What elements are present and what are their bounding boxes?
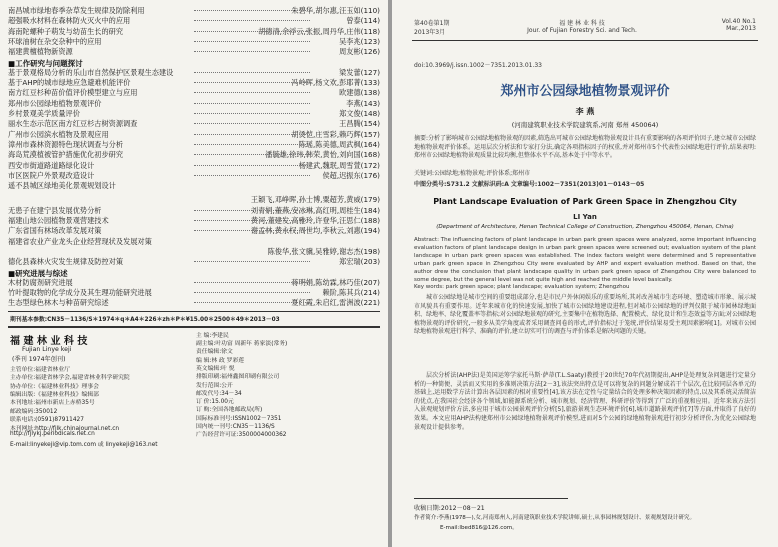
leader-dots xyxy=(194,82,310,83)
toc-entry xyxy=(8,237,380,246)
leader-dots xyxy=(194,175,310,176)
toc-entry xyxy=(8,47,380,56)
author-en: LI Yan xyxy=(573,213,597,221)
toc-authors-page: 郑宏瑞(203) xyxy=(339,257,380,267)
toc-authors-page: 吴李兆(123) xyxy=(339,36,380,46)
leader-dots xyxy=(194,154,310,155)
editor-line: 责任编辑:徐文 xyxy=(196,349,233,356)
toc-title: 南昌城市绿地春季杂草发生规律及防除利用 xyxy=(8,6,145,15)
contents-page xyxy=(0,0,388,547)
toc-title: 超强吸水材料在森林防火灭火中的应用 xyxy=(8,16,131,26)
toc-entry xyxy=(8,119,380,128)
toc-title: 遥不县城区绿地美化景观规划设计 xyxy=(8,181,116,191)
toc-title: 郑州市公园绿地植物景观评价 xyxy=(8,98,102,108)
toc-title: 南方红豆杉种苗价值评价模型建立与应用 xyxy=(8,88,138,98)
toc-title: 无患子在建宁县发展优势分析 xyxy=(8,205,102,215)
toc-authors-page: 赖阶,陈其兵(214) xyxy=(322,288,380,298)
toc-entry xyxy=(8,78,380,87)
toc-title: 西安市街道路道路绿化设计 xyxy=(8,160,95,170)
keywords-cn: 关键词:公园绿地;植物景观;评价体系;郑州市 xyxy=(414,170,531,177)
toc-title: 广州市公园滨水植物及景观应用 xyxy=(8,129,109,139)
article-page xyxy=(392,0,778,547)
article-title-en: Plant Landscape Evaluation of Park Green Space in Zhengzhou City xyxy=(433,197,737,206)
leader-dots xyxy=(194,134,310,135)
toc-entry xyxy=(8,171,380,180)
leader-dots xyxy=(194,282,310,283)
received-date: 收稿日期:2012－08－21 xyxy=(414,505,485,512)
toc-entry xyxy=(8,68,380,77)
editor-line: 邮发代号:34－34 xyxy=(196,390,242,397)
toc-authors-page: 郑文俊(148) xyxy=(339,109,380,118)
publisher-line: 本刊网址:http://fjlk.chinajournal.net.cn xyxy=(10,425,120,432)
leader-dots xyxy=(194,10,310,11)
leader-dots xyxy=(194,92,310,93)
leader-dots xyxy=(194,113,310,114)
affiliation-cn: (河南建筑职业技术学院建筑系,河南 郑州 450064) xyxy=(511,121,659,129)
toc-authors-page: 夏红霞,朱启红,雷洲波(221) xyxy=(291,298,380,308)
classification-line: 中图分类号:S731.2 文献标识码:A 文章编号:1002－7351(2013)01－0143－05 xyxy=(414,181,645,188)
footnote-rule xyxy=(414,498,568,499)
toc-title: 福建山地公园植物景观营建技术 xyxy=(8,216,109,225)
toc-entry xyxy=(8,109,380,118)
toc-authors-page: 李燕(143) xyxy=(346,98,380,108)
toc-title: 基于AHP的城市绿地应急避难机能评价 xyxy=(8,78,131,88)
affiliation-en: (Department of Architecture, Henan Technical College of Construction, Zhengzhou 450064, Henan, China) xyxy=(436,224,734,230)
leader-dots xyxy=(194,220,310,221)
leader-dots xyxy=(194,51,310,52)
volume-info: 第40卷第1期 2013年3月 xyxy=(414,20,450,36)
toc-authors-page: 梁发蕾(127) xyxy=(339,67,380,77)
toc-entry xyxy=(8,37,380,46)
publisher-line: 主办单位:福建省林学会,福建省林业科学研究院 xyxy=(10,375,130,382)
toc-entry xyxy=(8,298,380,307)
toc-title: 乡村景观美学质量评价 xyxy=(8,109,80,118)
header-rule xyxy=(412,40,758,41)
editor-line: 订 价:15.00元 xyxy=(196,399,234,406)
toc-title: 漳州市森林资源特色现状调查与分析 xyxy=(8,139,124,149)
author-cn: 李 燕 xyxy=(575,107,595,116)
toc-authors-page: 胡烫恺,庄雪彩,赖巧辉(157) xyxy=(291,129,380,139)
rule xyxy=(8,326,380,328)
body-paragraph-2: 层次分析法(AHP法)是美国运筹学家托马斯·萨蒂(T.L.Saaty)教授于20世纪70年代初期提出,AHP是处理复杂问题进行定量分析的一种简便、灵活而又实用的多准则决策方法[2－3],该法突出特点是可以将复杂的问题分解成若干个层次,在比较同层各单元的基础上,运用数学方法计算出各层因素的相对重要性[4],该方法在定性与定量结合的处理多种决策因素的特点,以及其系统灵活简洁的优点,在我国社会经济各个领域,如能源系统分析、城市规划、经济管理、科研评价等得到了广泛的重视和应用。近年来该方法引入景观规划评价方法,多应用于城市公园景观评价分析[5],旅游景观生态环境评价[6],城市道路景观评价[7]等方面,并取得了良好的效果。本文应用AHP法构建郑州市公园绿地植物景观评价模型,进而对5个公园的绿地植物景观进行初步分析评价,为优化公园绿地景观设计提供参考。 xyxy=(414,372,756,431)
toc-authors-page: 王昌腾(154) xyxy=(339,119,380,129)
editor-line: 编 辑:林 政 罗彩莲 xyxy=(196,357,245,364)
editor-line: 广告经营许可证:3500004000362 xyxy=(196,432,287,439)
toc-entry xyxy=(8,278,380,287)
leader-dots xyxy=(194,292,310,293)
toc-entry xyxy=(8,206,380,215)
toc-title: 广东省国有林场改革发展对策 xyxy=(8,226,102,236)
toc-authors-page: 周友彬(126) xyxy=(339,47,380,57)
toc-authors-page: 侯超,迟振东(176) xyxy=(322,170,380,180)
toc-title: 环球油树在杂交杂种中的应用 xyxy=(8,36,102,46)
toc-authors-page: 冯岭晖,杨文欢,彭耶菁(133) xyxy=(291,78,380,88)
leader-dots xyxy=(194,230,310,231)
publisher-line: 本刊地址:福州市新店上赤桥35号 xyxy=(10,400,95,407)
editor-line: 排版印刷:福州鑫图印刷有限公司 xyxy=(196,374,280,381)
toc-authors-page: 谢孟林,黄永权,周世均,李秋云,刘惠(194) xyxy=(250,226,380,236)
doi: doi:10.3969/j.issn.1002－7351.2013.01.33 xyxy=(414,62,543,69)
leader-dots xyxy=(194,302,310,303)
toc-title: 市区医院户外景观改造设计 xyxy=(8,170,95,180)
toc-authors-page: 黄河,董建发,高雅玲,许登华,汪思仁(188) xyxy=(250,216,380,225)
spine-gutter xyxy=(388,0,392,547)
toc-authors-page: 陈瑶,陈美德,周武枫(164) xyxy=(298,139,380,149)
toc-title: 丽水生态示范区南方红豆杉古树资源调查 xyxy=(8,119,138,129)
toc-entry xyxy=(8,216,380,225)
publisher-line: E-mail:linyekeji@vip.tom.com 或 linyekeji@163.net xyxy=(10,442,158,449)
toc-authors-page: 朱碧华,胡尔惠,汪玉如(110) xyxy=(291,6,380,15)
leader-dots xyxy=(194,20,310,21)
toc-entry xyxy=(8,247,380,256)
keywords-en: Key words: park green space; plant landscape; evaluation system; Zhengzhou xyxy=(414,284,630,290)
toc-entry xyxy=(8,99,380,108)
publisher-line: http://fjlykj.periodicals.net.cn xyxy=(10,430,95,437)
publisher-line: 协办单位:《福建林业科技》理事会 xyxy=(10,383,99,390)
toc-entry xyxy=(8,140,380,149)
section-heading: ■工作研究与问题探讨 xyxy=(8,58,83,68)
issue-info: (季刊 1974年创刊) xyxy=(12,355,66,363)
toc-entry xyxy=(8,88,380,97)
editor-line: 国际标准刊号:ISSN1002－7351 xyxy=(196,415,282,422)
publisher-line: 联系电话:(0591)87911427 xyxy=(10,417,84,424)
publisher-line: 邮政编码:350012 xyxy=(10,408,58,415)
author-email: E-mail:lbed816@126.com。 xyxy=(440,525,518,531)
leader-dots xyxy=(194,103,310,104)
toc-title: 福建省农业产业龙头企业经营现状及发展对策 xyxy=(8,236,152,246)
editor-line: 发行范围:公开 xyxy=(196,382,233,389)
leader-dots xyxy=(194,210,310,211)
toc-title: 基于景观格局分析的乐山市自然保护区景观生态建设 xyxy=(8,67,174,77)
journal-name: 福 建 林 业 科 技 xyxy=(10,335,88,347)
toc-title: 生态型绿色林木与种苗研究综述 xyxy=(8,298,109,308)
publisher-line: 编辑出版:《福建林业科技》编辑部 xyxy=(10,391,99,398)
toc-authors-page: 刘青娟,董燕,安冰琳,高红明,周桂生(184) xyxy=(250,205,380,215)
leader-dots xyxy=(194,165,310,166)
section-heading: ■研究进展与综述 xyxy=(8,268,68,278)
toc-entry xyxy=(8,150,380,159)
toc-authors-page: 潘毓雄,徐玮,韩荣,黄怡,刘向国(168) xyxy=(265,150,380,160)
editor-line: 英文编辑:叶 悦 xyxy=(196,365,235,372)
author-bio: 作者简介:李燕(1978—),女,河南郑州人,河南建筑职业技术学院讲师,硕士,从事园林规划设计、景观规划设计研究。 xyxy=(414,515,696,521)
editor-line: 订 购:全国各地邮政局(所) xyxy=(196,407,263,414)
toc-entry xyxy=(8,130,380,139)
leader-dots xyxy=(194,144,310,145)
abstract-cn: 摘要:分析了影响城市公园绿地植物景观的因素,筛选出可城市公园绿地植物景观设计具有重要影响的各项评价因子,建立城市公园绿地植物景观评价体系。运用层次分析法和专家打分法,确定各项指标因子的权重,并对郑州市5个代表性公园绿地进行评价,结果表明:郑州市公园绿地植物景观质量比较均衡,但整体水平不高,基本处于中等水平。 xyxy=(414,135,756,160)
toc-authors-page: 胡德清,余浮云,张振,周丹华,庄伟(118) xyxy=(258,26,380,36)
toc-entry xyxy=(8,257,380,266)
leader-dots xyxy=(194,72,310,73)
issue-info: Vol.40 No.1 Mar.,2013 xyxy=(721,18,756,32)
toc-authors-page: 欧建德(138) xyxy=(339,88,380,98)
toc-entry xyxy=(8,181,380,190)
toc-entry xyxy=(8,161,380,170)
publisher-line: 主管单位:福建省林业厅 xyxy=(10,366,70,373)
editor-line: 国内统一刊号:CN35－1136/S xyxy=(196,424,275,430)
toc-authors-page: 王颖飞,邓峥晖,孙士博,粟超芳,黄威(179) xyxy=(250,195,380,205)
toc-authors-page: 陈俊华,张文骥,吴雅婷,谢志杰(198) xyxy=(267,246,380,256)
journal-parameters: 期刊基本参数:CN35－1136/S＊1974＊q＊A4＊226＊zh＊P＊¥15.00＊2500＊49＊2013－03 xyxy=(10,316,280,323)
toc-title: 海岛荒漠植被管护措施优化初步研究 xyxy=(8,150,124,160)
toc-entry xyxy=(8,195,380,204)
journal-name-en: Fujian Linye keji xyxy=(22,345,72,353)
rule xyxy=(8,311,380,312)
leader-dots xyxy=(194,31,310,32)
toc-entry xyxy=(8,226,380,235)
editor-line: 主 编:李建民 xyxy=(196,332,229,339)
article-title-cn: 郑州市公园绿地植物景观评价 xyxy=(500,84,670,99)
leader-dots xyxy=(194,261,310,262)
toc-title: 竹叶提取物的化学成分及其生理功能研究进展 xyxy=(8,288,152,298)
toc-title: 德化县森林火灾发生规律及防控对策 xyxy=(8,257,124,267)
leader-dots xyxy=(194,41,310,42)
toc-entry xyxy=(8,6,380,15)
leader-dots xyxy=(194,123,310,124)
toc-authors-page: 曾泰(114) xyxy=(346,16,380,26)
toc-authors-page: 蒋明娟,陈幼霖,林巧佳(207) xyxy=(291,277,380,287)
editor-line: 副主编:叶功富 周新年 蒋家淡(常务) xyxy=(196,341,288,347)
toc-entry xyxy=(8,288,380,297)
abstract-en: Abstract: The influencing factors of plant landscape in urban park green spaces were analyzed, some important influencing evaluation factors of plant landscape design in urban park green spaces were screened out; evaluation system of the plant landscape in urban park green spaces was established. The index factors weight were determined and 5 representative urban park green space in Zhengzhou City were evaluated by AHP and expert evaluation method. Based on that, the author drew the conclusion that plant landscape quality in urban park green space of Zhengzhou City were balanced to some degree, but the general level was not quite high and reached the middle level basically. xyxy=(414,237,756,283)
toc-entry xyxy=(8,16,380,25)
toc-title: 福建黄檀植物新资源 xyxy=(8,47,73,57)
journal-header: 福 建 林 业 科 技 Jour. of Fujian Forestry Sci. and Tech. xyxy=(527,20,637,34)
toc-title: 木材防腐剂研究进展 xyxy=(8,277,73,287)
body-paragraph-1: 城市公园绿地是城市空间的重要组成部分,也是市民户外休闲娱乐的重要场所,其对改善城市生态环境、塑造城市形象、展示城市风貌具有重要作用。近年来城市化的快速发展,加快了城市公园绿地建设进程,但对城市公园绿地的评判仅限于城市园林绿地面积、绿地率、绿化覆盖率等指标;对公园绿地景观的研究,主要集中在植物选择、配置模式、绿化设计和生态效益等方面;对公园绿地植物景观的评价研究,一般多从美学角度或者采用调查问卷的形式,评价指标过于笼统,评价结果易受主观因素影响[1]。对城市公园绿地植物景观进行科学、准确的评价,建立切实可行的调查与评价体系是解决问题的关键。 xyxy=(414,294,756,336)
toc-authors-page: 杨建武,魏珉,周雪萱(172) xyxy=(298,160,380,170)
toc-entry xyxy=(8,27,380,36)
toc-title: 海南陀螺种子萌发与幼苗生长的研究 xyxy=(8,26,124,36)
